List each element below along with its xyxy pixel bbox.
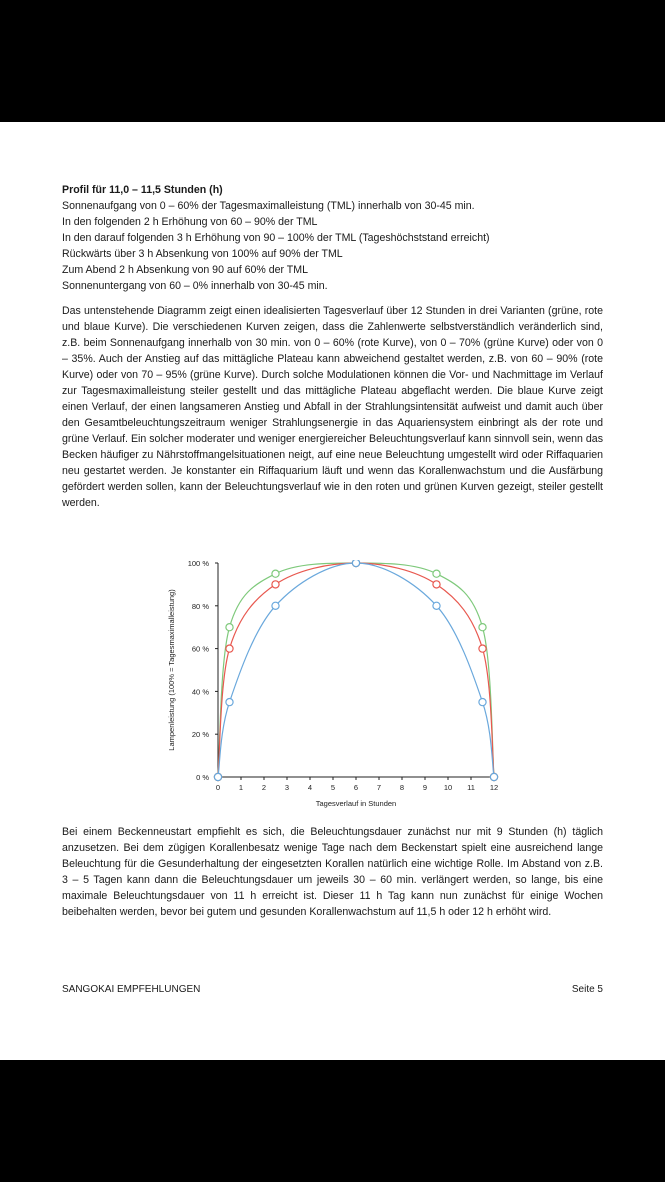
series-line-2: [218, 563, 494, 777]
profile-line: Zum Abend 2 h Absenkung von 90 auf 60% der TML: [62, 264, 308, 276]
y-axis-label: Lampenleistung (100% = Tagesmaximalleistung): [167, 589, 176, 751]
series-point-2: [226, 699, 233, 706]
document-page: [0, 122, 665, 1060]
y-tick-label: 100 %: [187, 560, 209, 568]
x-tick-label: 3: [284, 783, 290, 792]
x-tick-label: 12: [489, 783, 499, 792]
series-point-2: [433, 602, 440, 609]
footer-page-number: Seite 5: [571, 984, 603, 995]
series-point-1: [226, 645, 233, 652]
series-point-0: [272, 570, 279, 577]
page-content: [62, 182, 603, 511]
series-point-0: [433, 570, 440, 577]
x-tick-label: 1: [238, 783, 244, 792]
page-content-lower: [62, 824, 603, 920]
footer-left: SANGOKAI EMPFEHLUNGEN: [62, 984, 201, 995]
x-tick-label: 6: [353, 783, 359, 792]
series-point-2: [352, 560, 359, 567]
series-point-2: [490, 773, 497, 780]
profile-line: Rückwärts über 3 h Absenkung von 100% auf 90% der TML: [62, 248, 343, 260]
y-tick-label: 60 %: [191, 644, 209, 654]
body-paragraph-2: Bei einem Beckenneustart empfiehlt es sich, die Beleuchtungsdauer zunächst nur mit 9 Stunden (h) täglich anzusetzen. Bei dem zügigen Korallenbesatz wenige Tage nach dem Beckenstart spielt eine ausreichend lange Beleuchtung für die Gesunderhaltung der eingesetzten Korallen natürlich eine wichtige Rolle. Im Abstand von z.B. 3 – 5 Tagen kann dann die Beleuchtungsdauer um jeweils 30 – 60 min. verlängert werden, so lange, bis eine maximale Beleuchtungsdauer von 11 h erreicht ist. Dieser 11 h Tag kann nun zunächst für einige Wochen beibehalten werden, bevor bei gutem und gesunden Korallenwachstum auf 11,5 h oder 12 h erhöht wird.: [62, 826, 603, 918]
profile-line: Sonnenaufgang von 0 – 60% der Tagesmaximalleistung (TML) innerhalb von 30-45 min.: [62, 200, 475, 212]
y-tick-label: 40 %: [191, 687, 209, 697]
series-point-0: [479, 624, 486, 631]
series-line-1: [218, 563, 494, 777]
series-point-1: [479, 645, 486, 652]
profile-line: Sonnenuntergang von 60 – 0% innerhalb von 30-45 min.: [62, 280, 328, 292]
series-line-0: [218, 563, 494, 777]
x-tick-label: 9: [422, 783, 428, 792]
series-point-2: [479, 699, 486, 706]
y-tick-label: 0 %: [196, 773, 209, 782]
x-tick-label: 4: [307, 783, 313, 792]
chart-svg: [160, 560, 520, 810]
profile-heading: Profil für 11,0 – 11,5 Stunden (h): [62, 184, 223, 196]
y-tick-label: 80 %: [191, 601, 209, 611]
x-tick-label: 11: [467, 783, 475, 792]
x-tick-label: 2: [261, 783, 267, 792]
series-point-1: [272, 581, 279, 588]
x-tick-label: 0: [215, 783, 221, 792]
y-tick-label: 20 %: [191, 730, 209, 740]
x-tick-label: 7: [376, 783, 382, 792]
series-point-2: [214, 773, 221, 780]
body-paragraph-1: Das untenstehende Diagramm zeigt einen idealisierten Tagesverlauf über 12 Stunden in drei Varianten (grüne, rote und blaue Kurve). Die verschiedenen Kurven zeigen, dass die Zahlenwerte selbstverständlich veränderlich sind, z.B. beim Sonnenaufgang innerhalb von 30 min. von 0 – 60% (rote Kurve), von 0 – 70% (grüne Kurve) oder von 0 – 35%. Auch der Anstieg auf das mittägliche Plateau kann abweichend gestaltet werden, z.B. von 60 – 90% (rote Kurve) oder von 70 – 95% (grüne Kurve). Durch solche Modulationen können die Vor- und Nachmittage im Verlauf zur Tagesmaximalleistung steiler gestellt und das mittägliche Plateau abgeflacht werden. Die blaue Kurve zeigt einen Verlauf, der einen langsameren Anstieg und Abfall in der Strahlungsintensität aufweist und damit auch über den Gesamtbeleuchtungszeitraum weniger Strahlungsenergie in das Aquariensystem einbringt als der rote und grüne Verlauf. Ein solcher moderater und weniger energiereicher Beleuchtungsverlauf kann sinnvoll sein, wenn das Becken häufiger zu Nährstoffmangelsituationen neigt, auf eine neue Beleuchtung umgestellt wird oder Riffaquarien neu gestartet werden. Je konstanter ein Riffaquarium läuft und wenn das Korallenwachstum und die Ausfärbung gefördert werden sollen, kann der Beleuchtungsverlauf wie in den roten und grünen Kurven gezeigt, steiler gestellt werden.: [62, 305, 603, 509]
x-tick-label: 5: [330, 783, 336, 792]
profile-line: In den darauf folgenden 3 h Erhöhung von 90 – 100% der TML (Tageshöchststand erreicht): [62, 232, 490, 244]
x-tick-label: 10: [443, 783, 453, 792]
series-point-1: [433, 581, 440, 588]
series-point-0: [226, 624, 233, 631]
profile-line: In den folgenden 2 h Erhöhung von 60 – 90% der TML: [62, 216, 318, 228]
x-axis-label: Tagesverlauf in Stunden: [315, 799, 397, 808]
x-tick-label: 8: [399, 783, 405, 792]
daylight-chart: [160, 560, 520, 810]
series-point-2: [272, 602, 279, 609]
